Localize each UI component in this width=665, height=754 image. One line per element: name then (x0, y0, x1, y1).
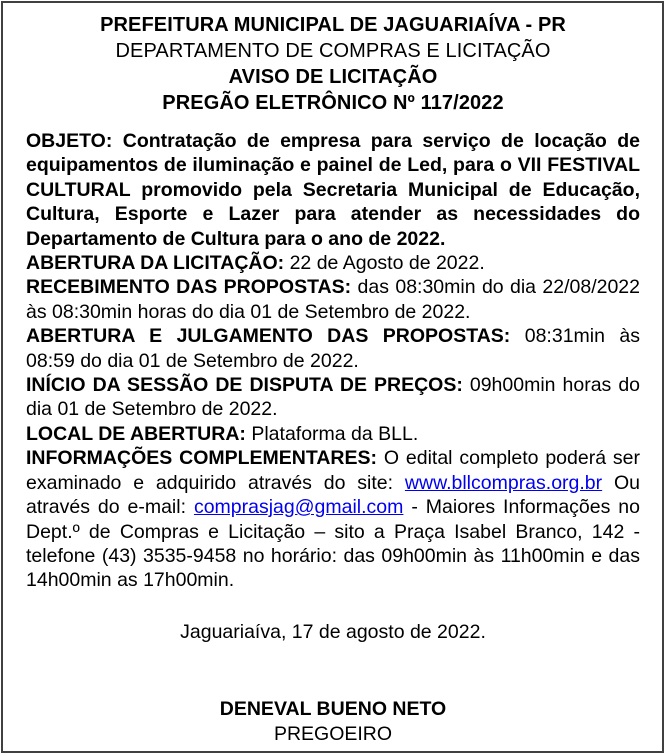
org-title: PREFEITURA MUNICIPAL DE JAGUARIAÍVA - PR (100, 14, 566, 36)
informacoes-text-site: O edital completo poderá ser examinado e adquirido através do site: (26, 447, 640, 494)
signer-name: DENEVAL BUENO NETO (219, 698, 447, 721)
signer-role: PREGOEIRO (273, 723, 393, 746)
document-body (26, 129, 640, 593)
abertura-julgamento-label: ABERTURA E JULGAMENTO DAS PROPOSTAS: (26, 325, 511, 348)
paragraph-informacoes (26, 446, 640, 592)
paragraph-abertura-julgamento (26, 324, 640, 373)
document-header (26, 12, 640, 116)
paragraph-recebimento-propostas (26, 275, 640, 324)
paragraph-abertura-licitacao (26, 251, 640, 275)
recebimento-propostas-text: das 08:30min do dia 22/08/2022 às 08:30min horas do dia 01 de Setembro de 2022. (26, 276, 640, 323)
auction-number: PREGÃO ELETRÔNICO Nº 117/2022 (162, 92, 504, 114)
informacoes-text-email: Ou através do e-mail: (26, 471, 640, 519)
date-line: Jaguariaíva, 17 de agosto de 2022. (180, 620, 486, 643)
informacoes-label: INFORMAÇÕES COMPLEMENTARES: (26, 447, 377, 470)
paragraph-local-abertura (26, 422, 640, 446)
signature-block (26, 697, 640, 747)
department-subtitle: DEPARTAMENTO DE COMPRAS E LICITAÇÃO (115, 40, 551, 62)
paragraph-inicio-sessao (26, 373, 640, 422)
notice-title: AVISO DE LICITAÇÃO (228, 66, 438, 88)
objeto-label: OBJETO: (26, 130, 113, 152)
recebimento-propostas-label: RECEBIMENTO DAS PROPOSTAS: (26, 276, 352, 299)
licitacao-notice-document (1, 1, 664, 753)
objeto-text: Contratação de empresa para serviço de locação de equipamentos de iluminação e painel de Led, para o VII FESTIVAL CULTURAL promovido pela Secretaria Municipal de Educação, Cultura, Esporte e Lazer para atender as necessidades do Departamento de Cultura para o ano de 2022. (26, 130, 640, 250)
inicio-sessao-label: INÍCIO DA SESSÃO DE DISPUTA DE PREÇOS: (26, 374, 463, 397)
inicio-sessao-text: 09h00min horas do dia 01 de Setembro de 2022. (26, 374, 641, 421)
local-abertura-text: Plataforma da BLL. (245, 422, 419, 445)
abertura-julgamento-text: 08:31min às 08:59 do dia 01 de Setembro de 2022. (26, 325, 641, 372)
site-link[interactable]: www.bllcompras.org.br (404, 471, 603, 494)
email-link[interactable]: comprasjag@gmail.com (193, 496, 404, 519)
abertura-licitacao-text: 22 de Agosto de 2022. (284, 252, 485, 275)
abertura-licitacao-label: ABERTURA DA LICITAÇÃO: (26, 252, 285, 275)
informacoes-text-rest: - Maiores Informações no Dept.º de Compras e Licitação – sito a Praça Isabel Branco, 142 - telefone (43) 3535-9458 no horário: das 09h00min às 11h00min e das 14h00min as 17h00min. (26, 496, 640, 592)
paragraph-objeto (26, 129, 640, 251)
local-abertura-label: LOCAL DE ABERTURA: (26, 422, 246, 445)
